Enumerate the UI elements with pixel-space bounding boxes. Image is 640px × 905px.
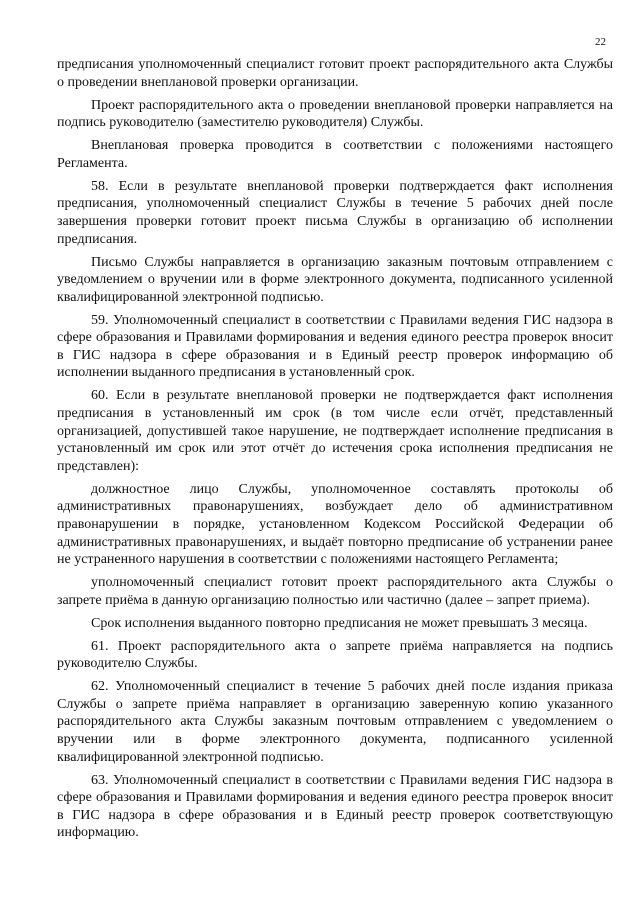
paragraph-60: 60. Если в результате внеплановой проверки не подтверждается факт исполнения предписания в установленный им срок (в том числе если отчёт, представленный организацией, допустившей такое нарушение, не подтверждает исполнение предписания в установленный им срок или этот отчёт до истечения срока исполнения предписания не представлен):	[57, 388, 613, 474]
paragraph-admission-ban: уполномоченный специалист готовит проект распорядительного акта Службы о запрете приёма в данную организацию полностью или частично (далее – запрет приема).	[57, 575, 613, 608]
paragraph-58: 58. Если в результате внеплановой проверки подтверждается факт исполнения предписания, уполномоченный специалист Службы в течение 5 рабочих дней после завершения проверки готовит проект письма Службы в организацию об исполнении предписания.	[57, 178, 613, 247]
paragraph-continuation: предписания уполномоченный специалист готовит проект распорядительного акта Службы о проведении внеплановой проверки организации.	[57, 57, 613, 90]
page-number: 22	[595, 36, 606, 48]
paragraph-letter-delivery: Письмо Службы направляется в организацию заказным почтовым отправлением с уведомлением о вручении или в форме электронного документа, подписанного усиленной квалифицированной электронной подписью.	[57, 254, 613, 305]
document-body	[57, 56, 613, 847]
paragraph-deadline: Срок исполнения выданного повторно предписания не может превышать 3 месяца.	[91, 615, 588, 631]
paragraph-official-protocols: должностное лицо Службы, уполномоченное составлять протоколы об административных правонарушениях, возбуждает дело об административном правонарушении в порядке, установленном Кодексом Российской Федерации об административных правонарушениях, и выдаёт повторно предписание об устранении ранее не устраненного нарушения в соответствии с положениями настоящего Регламента;	[57, 481, 613, 568]
paragraph-61: 61. Проект распорядительного акта о запрете приёма направляется на подпись руководителю Службы.	[57, 638, 613, 672]
paragraph-62: 62. Уполномоченный специалист в течение 5 рабочих дней после издания приказа Службы о запрете приёма направляет в организацию заверенную копию указанного распорядительного акта Службы заказным почтовым отправлением с уведомлением о вручении или в форме электронного документа, подписанного усиленной квалифицированной электронной подписью.	[57, 679, 613, 765]
paragraph-59: 59. Уполномоченный специалист в соответствии с Правилами ведения ГИС надзора в сфере образования и Правилами формирования и ведения единого реестра проверок вносит в ГИС надзора в сфере образования и в Единый реестр проверок информацию об исполнении выданного предписания в установленный срок.	[57, 312, 613, 381]
paragraph-inspection-regulation: Внеплановая проверка проводится в соответствии с положениями настоящего Регламента.	[57, 138, 613, 171]
paragraph-63: 63. Уполномоченный специалист в соответствии с Правилами ведения ГИС надзора в сфере образования и Правилами формирования и ведения единого реестра проверок вносит в ГИС надзора в сфере образования и в Единый реестр проверок соответствующую информацию.	[57, 772, 613, 841]
paragraph-project-signing: Проект распорядительного акта о проведении внеплановой проверки направляется на подпись руководителю (заместителю руководителя) Службы.	[57, 97, 613, 131]
